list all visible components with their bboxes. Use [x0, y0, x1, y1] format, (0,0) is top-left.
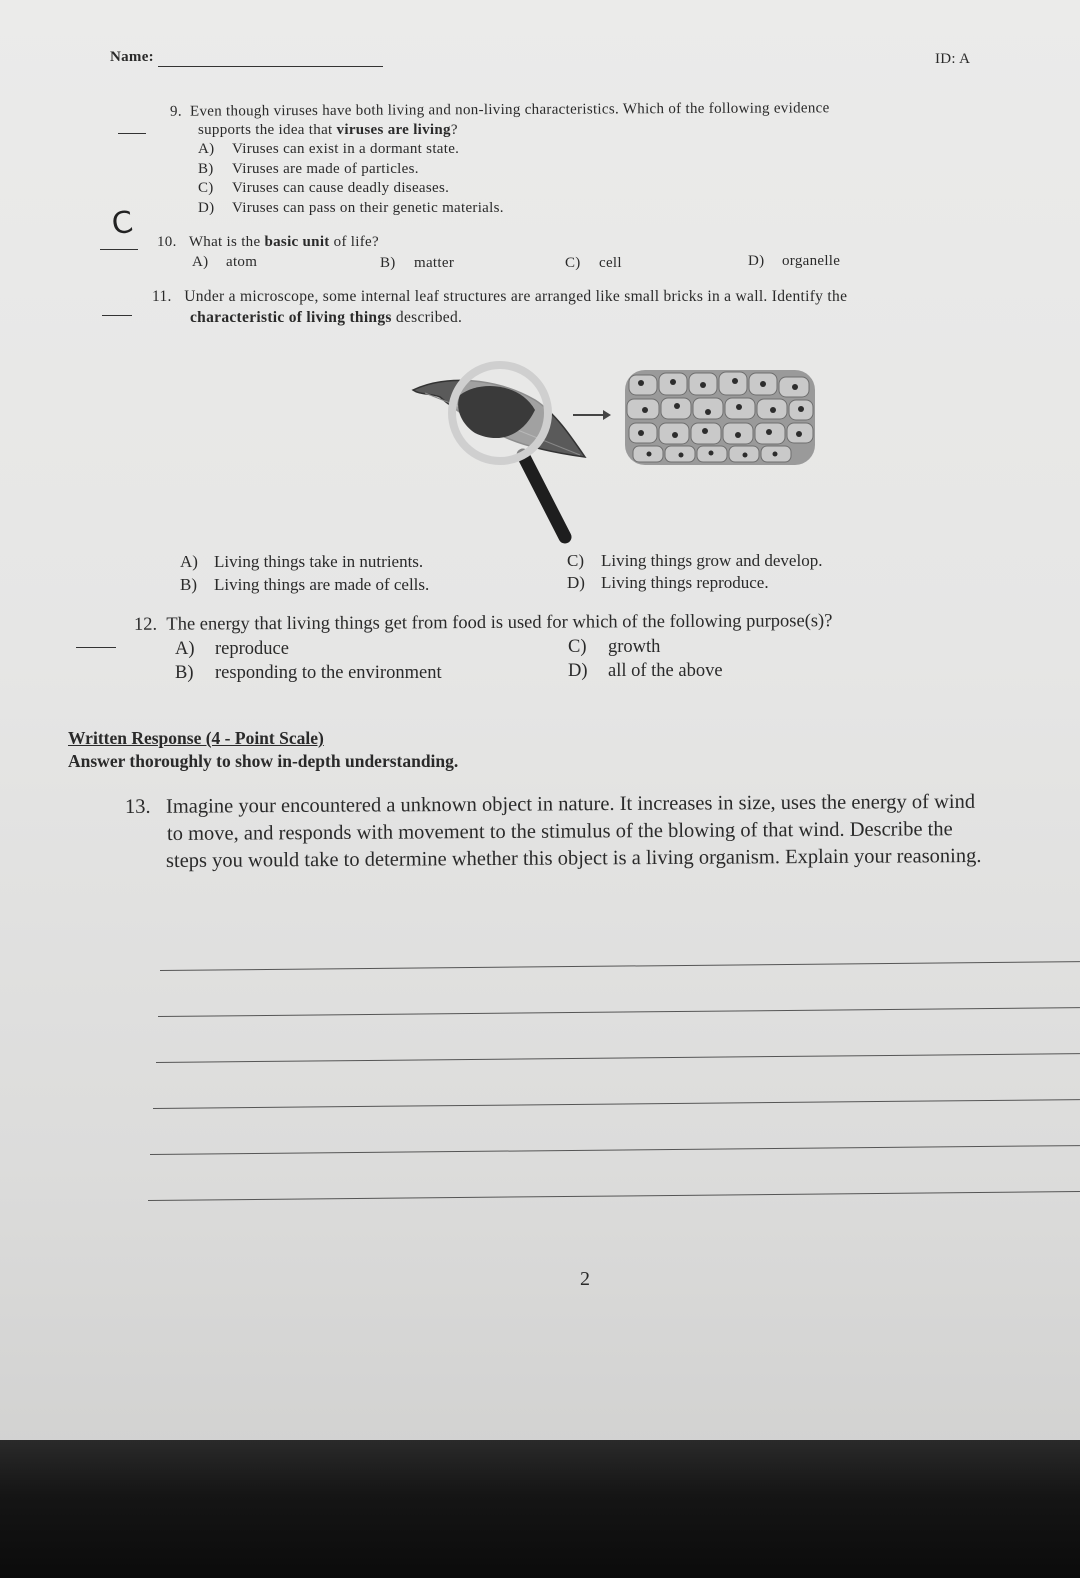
- desk-background: [0, 1440, 1080, 1578]
- q10-option-d[interactable]: D) organelle: [748, 253, 841, 269]
- magnifier-handle: [523, 455, 565, 537]
- q11-emphasis: characteristic of living things: [190, 309, 392, 326]
- q12-option-d[interactable]: D) all of the above: [568, 661, 723, 681]
- q9-answer-blank[interactable]: [118, 116, 146, 134]
- q11-text-line2: characteristic of living things described.: [190, 309, 463, 326]
- q12-option-b[interactable]: B) responding to the environment: [175, 663, 442, 683]
- q12-question: [134, 611, 833, 636]
- q11-text-line1: Under a microscope, some internal leaf structures are arranged like small bricks in a wall. Identify the: [184, 288, 848, 305]
- q10-option-c[interactable]: C) cell: [565, 255, 622, 271]
- q11-option-b[interactable]: B) Living things are made of cells.: [180, 575, 430, 594]
- q10-option-b[interactable]: B) matter: [380, 255, 455, 271]
- q9-emphasis: viruses are living: [336, 122, 451, 138]
- written-response-instruction: Answer thoroughly to show in-depth understanding.: [68, 751, 459, 771]
- q12-option-c[interactable]: C) growth: [568, 637, 661, 657]
- q11-option-d[interactable]: D) Living things reproduce.: [567, 573, 769, 592]
- q9-option-a[interactable]: A) Viruses can exist in a dormant state.: [198, 141, 460, 157]
- q10-emphasis: basic unit: [264, 234, 330, 250]
- q11-answer-blank[interactable]: [102, 298, 132, 316]
- page-number: 2: [580, 1268, 590, 1290]
- q9-option-d[interactable]: D) Viruses can pass on their genetic materials.: [198, 200, 504, 216]
- q10-question: 10. What is the basic unit of life?: [157, 234, 379, 250]
- q13-number: 13.: [124, 795, 151, 818]
- q12-answer-blank[interactable]: [76, 630, 116, 648]
- q12-number: 12.: [133, 614, 158, 635]
- q12-option-a[interactable]: A) reproduce: [175, 639, 289, 659]
- q13-question-line1: 13. Imagine your encountered a unknown object in nature. It increases in size, uses the energy of wind: [124, 790, 976, 818]
- q11-option-a[interactable]: A) Living things take in nutrients.: [180, 552, 424, 571]
- q11-number: 11.: [152, 288, 172, 305]
- q13-question-line2: to move, and responds with movement to the stimulus of the blowing of that wind. Describe the: [166, 818, 953, 845]
- name-field: [110, 48, 383, 67]
- q9-question: [170, 99, 830, 121]
- q11-option-c[interactable]: C) Living things grow and develop.: [567, 551, 823, 570]
- q9-option-c[interactable]: C) Viruses can cause deadly diseases.: [198, 180, 450, 196]
- id-label: ID: A: [935, 51, 971, 67]
- q11-question: [152, 287, 847, 306]
- q9-text-line2: supports the idea that viruses are living?: [198, 122, 458, 138]
- written-response-heading: Written Response (4 - Point Scale): [68, 728, 324, 748]
- q10-answer-blank[interactable]: [100, 232, 138, 250]
- q9-number: 9.: [169, 103, 182, 120]
- leaf-cells-illustration: [405, 355, 825, 550]
- name-label: Name:: [110, 49, 154, 65]
- q10-handwritten-answer: C: [109, 204, 136, 243]
- q10-option-a[interactable]: A) atom: [192, 254, 258, 270]
- name-blank[interactable]: [158, 65, 383, 67]
- q9-option-b[interactable]: B) Viruses are made of particles.: [198, 161, 419, 177]
- brick-cells-icon: [625, 370, 815, 465]
- q13-question-line3: steps you would take to determine whether this object is a living organism. Explain your reasoning.: [165, 845, 982, 872]
- q10-number: 10.: [157, 234, 177, 250]
- q12-text: The energy that living things get from food is used for which of the following purpose(s)?: [166, 611, 833, 635]
- q9-text-line1: Even though viruses have both living and non-living characteristics. Which of the following evidence: [189, 100, 830, 120]
